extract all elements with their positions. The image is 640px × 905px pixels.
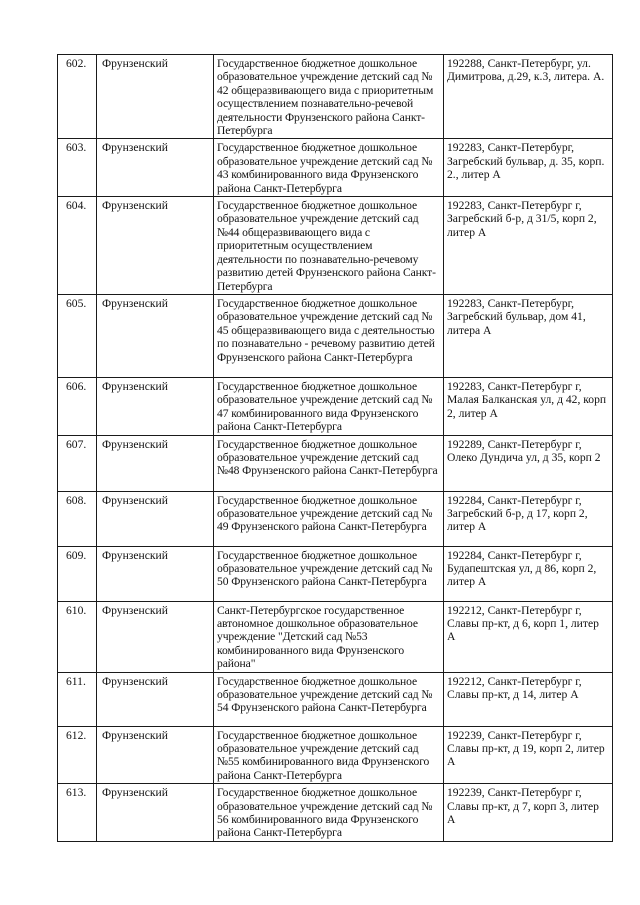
row-number: 611.: [58, 672, 97, 726]
row-number: 612.: [58, 726, 97, 784]
table-row: [58, 601, 613, 672]
address-cell: 192284, Санкт-Петербург г, Будапештская ул, д 86, корп 2, литер А: [444, 546, 613, 601]
address-cell: 192239, Санкт-Петербург г, Славы пр-кт, д 19, корп 2, литер А: [444, 726, 613, 784]
address-cell: 192239, Санкт-Петербург г, Славы пр-кт, д 7, корп 3, литер А: [444, 784, 613, 842]
address-cell: 192212, Санкт-Петербург г, Славы пр-кт, д 6, корп 1, литер А: [444, 601, 613, 672]
district-cell: Фрунзенский: [97, 672, 214, 726]
district-cell: Фрунзенский: [97, 546, 214, 601]
table-row: [58, 784, 613, 842]
institution-name-cell: Государственное бюджетное дошкольное образовательное учреждение детский сад №55 комбинированного вида Фрунзенского района Санкт-Петербурга: [214, 726, 444, 784]
row-number: 607.: [58, 435, 97, 491]
address-cell: 192283, Санкт-Петербург, Загребский бульвар, дом 41, литера А: [444, 294, 613, 377]
district-cell: Фрунзенский: [97, 784, 214, 842]
table-row: [58, 294, 613, 377]
row-number: 613.: [58, 784, 97, 842]
district-cell: Фрунзенский: [97, 601, 214, 672]
kindergarten-registry-table: [57, 54, 613, 842]
row-number: 603.: [58, 139, 97, 197]
table-row: [58, 491, 613, 546]
address-cell: 192289, Санкт-Петербург г, Олеко Дундича ул, д 35, корп 2: [444, 435, 613, 491]
district-cell: Фрунзенский: [97, 139, 214, 197]
row-number: 606.: [58, 377, 97, 435]
address-cell: 192288, Санкт-Петербург, ул. Димитрова, д.29, к.3, литера. А.: [444, 55, 613, 139]
address-cell: 192283, Санкт-Петербург г, Малая Балканская ул, д 42, корп 2, литер А: [444, 377, 613, 435]
address-cell: 192283, Санкт-Петербург г, Загребский б-р, д 31/5, корп 2, литер А: [444, 197, 613, 295]
table-row: [58, 672, 613, 726]
institution-name-cell: Государственное бюджетное дошкольное образовательное учреждение детский сад № 45 общеразвивающего вида с деятельностью по познавательно - речевому развитию детей Фрунзенского района Санкт-Петербурга: [214, 294, 444, 377]
row-number: 610.: [58, 601, 97, 672]
institution-name-cell: Государственное бюджетное дошкольное образовательное учреждение детский сад № 56 комбинированного вида Фрунзенского района Санкт-Петербурга: [214, 784, 444, 842]
table-row: [58, 726, 613, 784]
district-cell: Фрунзенский: [97, 491, 214, 546]
institution-name-cell: Государственное бюджетное дошкольное образовательное учреждение детский сад № 47 комбинированного вида Фрунзенского района Санкт-Петербурга: [214, 377, 444, 435]
institution-name-cell: Государственное бюджетное дошкольное образовательное учреждение детский сад № 50 Фрунзенского района Санкт-Петербурга: [214, 546, 444, 601]
address-cell: 192284, Санкт-Петербург г, Загребский б-р, д 17, корп 2, литер А: [444, 491, 613, 546]
table-row: [58, 55, 613, 139]
district-cell: Фрунзенский: [97, 377, 214, 435]
institution-name-cell: Санкт-Петербургское государственное автономное дошкольное образовательное учреждение "Детский сад №53 комбинированного вида Фрунзенского района": [214, 601, 444, 672]
table-row: [58, 197, 613, 295]
row-number: 602.: [58, 55, 97, 139]
district-cell: Фрунзенский: [97, 726, 214, 784]
address-cell: 192283, Санкт-Петербург, Загребский бульвар, д. 35, корп. 2., литер А: [444, 139, 613, 197]
address-cell: 192212, Санкт-Петербург г, Славы пр-кт, д 14, литер А: [444, 672, 613, 726]
institution-name-cell: Государственное бюджетное дошкольное образовательное учреждение детский сад № 49 Фрунзенского района Санкт-Петербурга: [214, 491, 444, 546]
row-number: 605.: [58, 294, 97, 377]
row-number: 608.: [58, 491, 97, 546]
row-number: 604.: [58, 197, 97, 295]
institution-name-cell: Государственное бюджетное дошкольное образовательное учреждение детский сад №44 общеразвивающего вида с приоритетным осуществлением деятельности по познавательно-речевому развитию детей Фрунзенского района Санкт-Петербурга: [214, 197, 444, 295]
district-cell: Фрунзенский: [97, 55, 214, 139]
institution-name-cell: Государственное бюджетное дошкольное образовательное учреждение детский сад № 43 комбинированного вида Фрунзенского района Санкт-Петербурга: [214, 139, 444, 197]
table-row: [58, 435, 613, 491]
district-cell: Фрунзенский: [97, 435, 214, 491]
row-number: 609.: [58, 546, 97, 601]
table-row: [58, 546, 613, 601]
institution-name-cell: Государственное бюджетное дошкольное образовательное учреждение детский сад № 54 Фрунзенского района Санкт-Петербурга: [214, 672, 444, 726]
institution-name-cell: Государственное бюджетное дошкольное образовательное учреждение детский сад №48 Фрунзенского района Санкт-Петербурга: [214, 435, 444, 491]
institution-name-cell: Государственное бюджетное дошкольное образовательное учреждение детский сад № 42 общеразвивающего вида с приоритетным осуществлением познавательно-речевой деятельности Фрунзенского района Санкт-Петербурга: [214, 55, 444, 139]
table-row: [58, 139, 613, 197]
table-row: [58, 377, 613, 435]
district-cell: Фрунзенский: [97, 294, 214, 377]
district-cell: Фрунзенский: [97, 197, 214, 295]
